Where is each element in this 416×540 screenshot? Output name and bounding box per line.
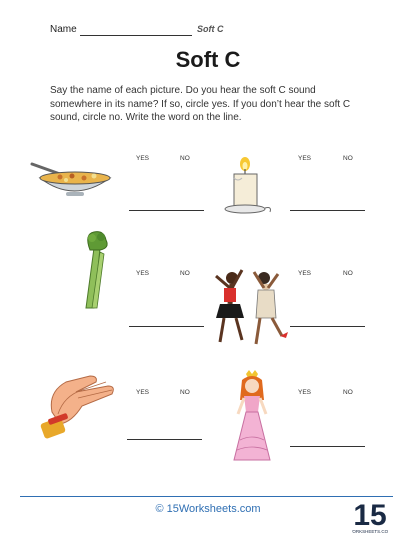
yes-option[interactable]: YES xyxy=(298,389,312,396)
yes-option[interactable]: YES xyxy=(136,155,150,162)
footer-rule xyxy=(20,496,393,497)
answer-line[interactable] xyxy=(129,326,204,327)
no-option[interactable]: NO xyxy=(180,155,190,162)
answer-line[interactable] xyxy=(290,210,365,211)
celery-picture xyxy=(74,228,114,310)
yes-option[interactable]: YES xyxy=(136,389,150,396)
clapping-hands-picture xyxy=(38,372,120,442)
name-label: Name xyxy=(50,24,77,35)
no-option[interactable]: NO xyxy=(343,270,353,277)
name-line[interactable] xyxy=(80,35,192,36)
no-option[interactable]: NO xyxy=(343,155,353,162)
logo-icon xyxy=(352,493,388,535)
no-option[interactable]: NO xyxy=(343,389,353,396)
candle-picture xyxy=(220,156,280,214)
copyright-link[interactable]: © 15Worksheets.com xyxy=(155,503,261,515)
answer-line[interactable] xyxy=(290,326,365,327)
logo-caption: ORKSHEETS.CO xyxy=(352,529,388,534)
princess-picture xyxy=(232,370,272,466)
no-option[interactable]: NO xyxy=(180,270,190,277)
yes-option[interactable]: YES xyxy=(136,270,150,277)
worksheet-title: Soft C xyxy=(175,47,241,72)
yes-option[interactable]: YES xyxy=(298,270,312,277)
instructions: Say the name of each picture. Do you hear the soft C sound somewhere in its name? If so, circle yes. If you don’t hear the soft C sound, circle no. Write the word on the line. xyxy=(50,85,351,123)
no-option[interactable]: NO xyxy=(180,389,190,396)
dancers-picture xyxy=(210,266,290,352)
answer-line[interactable] xyxy=(129,210,204,211)
worksheets-logo xyxy=(352,493,388,535)
yes-option[interactable]: YES xyxy=(298,155,312,162)
logo-number: 15 xyxy=(353,499,387,532)
topic-tag: Soft C xyxy=(197,24,224,34)
cereal-bowl-picture xyxy=(30,160,116,202)
answer-line[interactable] xyxy=(127,439,202,440)
answer-line[interactable] xyxy=(290,446,365,447)
